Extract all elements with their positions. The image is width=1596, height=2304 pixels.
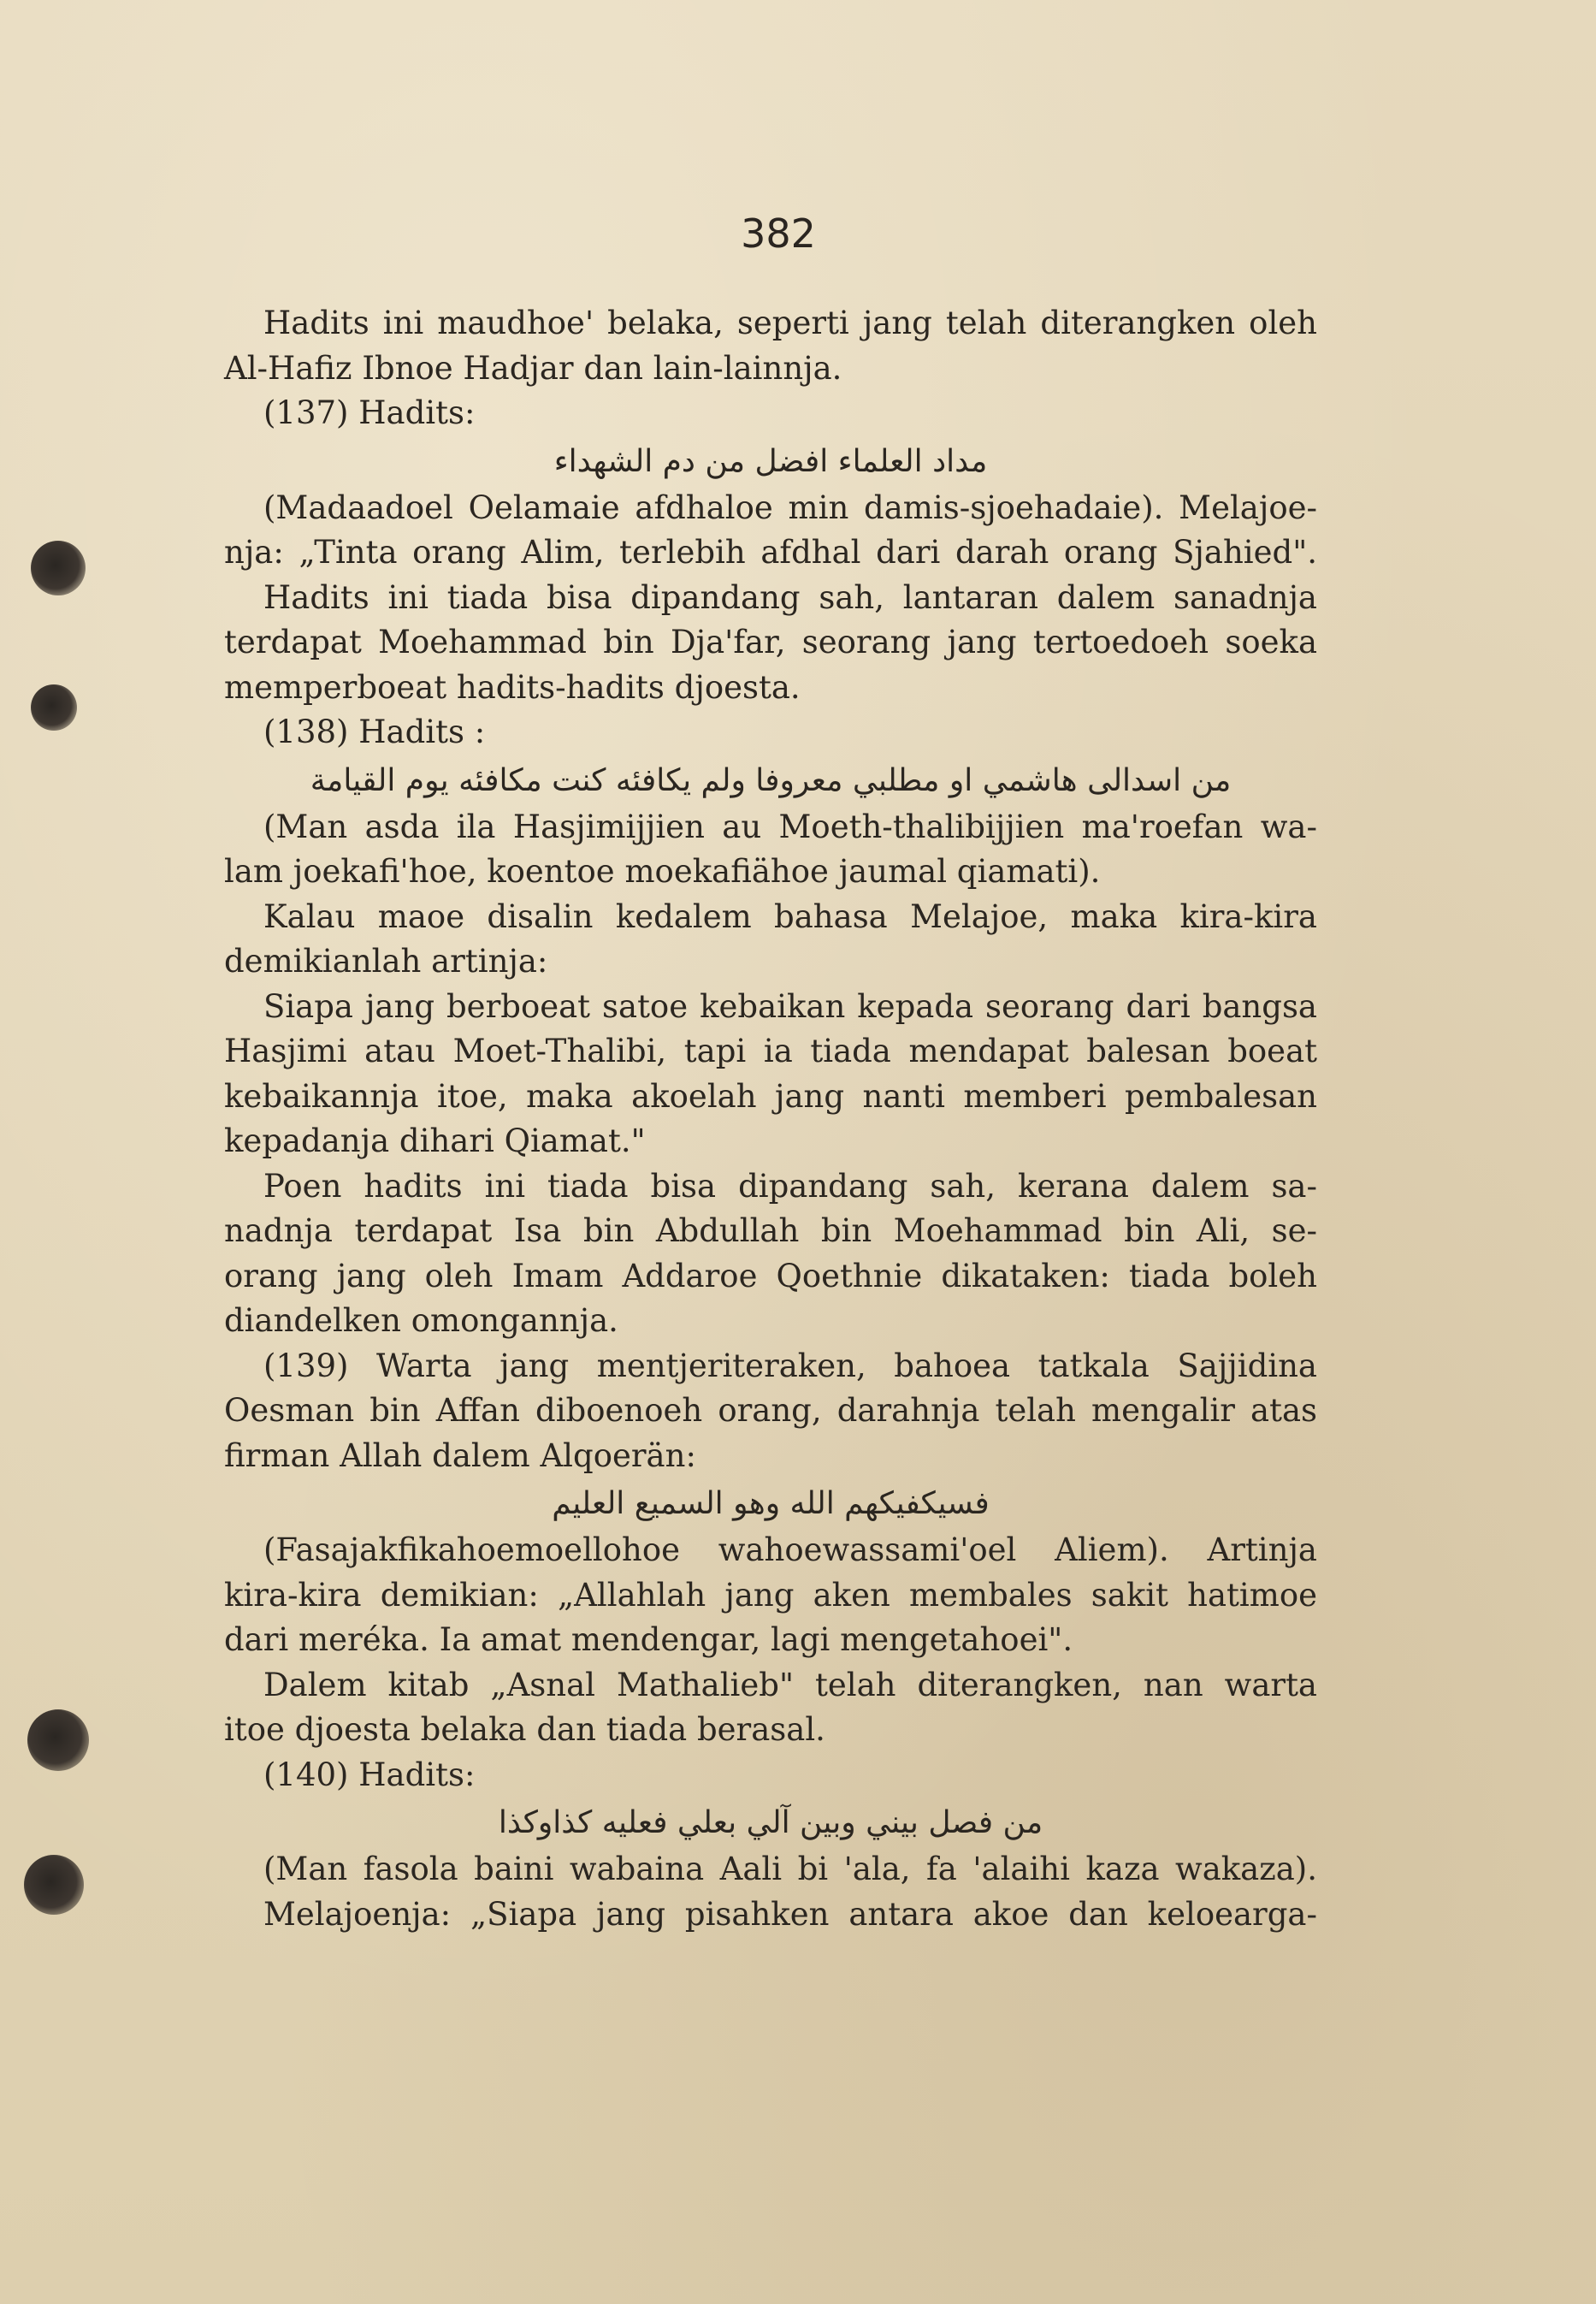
text-line: Dalem kitab „Asnal Mathalieb" telah diterangken, nan warta: [263, 1666, 1317, 1703]
page-number: 382: [741, 210, 816, 257]
text-line: (Fasajakfikahoemoellohoe wahoewassami'oel Aliem). Artinja: [263, 1531, 1317, 1568]
text-line: kepadanja dihari Qiamat.": [224, 1122, 646, 1159]
text-line: (137) Hadits:: [263, 394, 476, 431]
text-line: terdapat Moehammad bin Dja'far, seorang jang tertoedoeh soeka: [224, 624, 1317, 660]
text-line: diandelken omongannja.: [224, 1302, 618, 1339]
arabic-hadith-line: من فصل بيني وبين آلي بعلي فعليه كذاوكذا: [498, 1805, 1043, 1840]
text-line: (Man fasola baini wabaina Aali bi 'ala, fa 'alaihi kaza wakaza).: [263, 1851, 1317, 1887]
text-line: (Man asda ila Hasjimijjien au Moeth-thalibijjien ma'roefan wa-: [263, 808, 1317, 845]
text-line: (140) Hadits:: [263, 1756, 476, 1793]
text-line: memperboeat hadits-hadits djoesta.: [224, 668, 801, 706]
text-line: Kalau maoe disalin kedalem bahasa Melajoe, maka kira-kira: [263, 897, 1317, 935]
text-line: (Madaadoel Oelamaie afdhaloe min damis-sjoehadaie). Melajoe-: [263, 489, 1317, 526]
text-line: kebaikannja itoe, maka akoelah jang nanti memberi pembalesan: [224, 1077, 1317, 1115]
text-line: Poen hadits ini tiada bisa dipandang sah, kerana dalem sa-: [263, 1167, 1317, 1205]
text-line: orang jang oleh Imam Addaroe Qoethnie dikataken: tiada boleh: [224, 1257, 1317, 1294]
text-line: kira-kira demikian: „Allahlah jang aken membales sakit hatimoe: [224, 1576, 1317, 1614]
binding-hole-3: [27, 1709, 89, 1771]
binding-hole-2: [31, 684, 77, 731]
text-line: Hasjimi atau Moet-Thalibi, tapi ia tiada mendapat balesan boeat: [224, 1033, 1317, 1069]
text-line: itoe djoesta belaka dan tiada berasal.: [224, 1711, 825, 1748]
text-line: (138) Hadits :: [263, 714, 486, 750]
text-line: Melajoenja: „Siapa jang pisahken antara akoe dan keloearga-: [263, 1895, 1317, 1933]
text-line: nadnja terdapat Isa bin Abdullah bin Moehammad bin Ali, se-: [224, 1212, 1317, 1249]
text-line: firman Allah dalem Alqoerän:: [224, 1436, 696, 1474]
text-line: Hadits ini tiada bisa dipandang sah, lantaran dalem sanadnja: [263, 578, 1317, 616]
text-line: Al-Hafiz Ibnoe Hadjar dan lain-lainnja.: [224, 349, 842, 387]
text-line: dari meréka. Ia amat mendengar, lagi mengetahoei".: [224, 1621, 1073, 1658]
arabic-hadith-line: من اسدالى هاشمي او مطلبي معروفا ولم يكافئه كنت مكافئه يوم القيامة: [310, 762, 1232, 798]
arabic-hadith-line: فسيكفيكهم الله وهو السميع العليم: [552, 1486, 990, 1521]
text-line: Hadits ini maudhoe' belaka, seperti jang telah diterangken oleh: [263, 305, 1317, 341]
text-line: (139) Warta jang mentjeriteraken, bahoea tatkala Sajjidina: [263, 1347, 1317, 1384]
text-line: demikianlah artinja:: [224, 943, 548, 980]
text-line: Oesman bin Affan diboenoeh orang, darahnja telah mengalir atas: [224, 1392, 1317, 1429]
arabic-hadith-line: مداد العلماء افضل من دم الشهداء: [553, 443, 988, 479]
body-text: [224, 301, 1317, 1937]
binding-hole-1: [31, 541, 86, 595]
text-line: lam joekafi'hoe, koentoe moekafiähoe jaumal qiamati).: [224, 853, 1101, 890]
binding-hole-4: [24, 1855, 84, 1915]
text-line: Siapa jang berboeat satoe kebaikan kepada seorang dari bangsa: [263, 987, 1317, 1025]
text-line: nja: „Tinta orang Alim, terlebih afdhal dari darah orang Sjahied".: [224, 534, 1317, 571]
